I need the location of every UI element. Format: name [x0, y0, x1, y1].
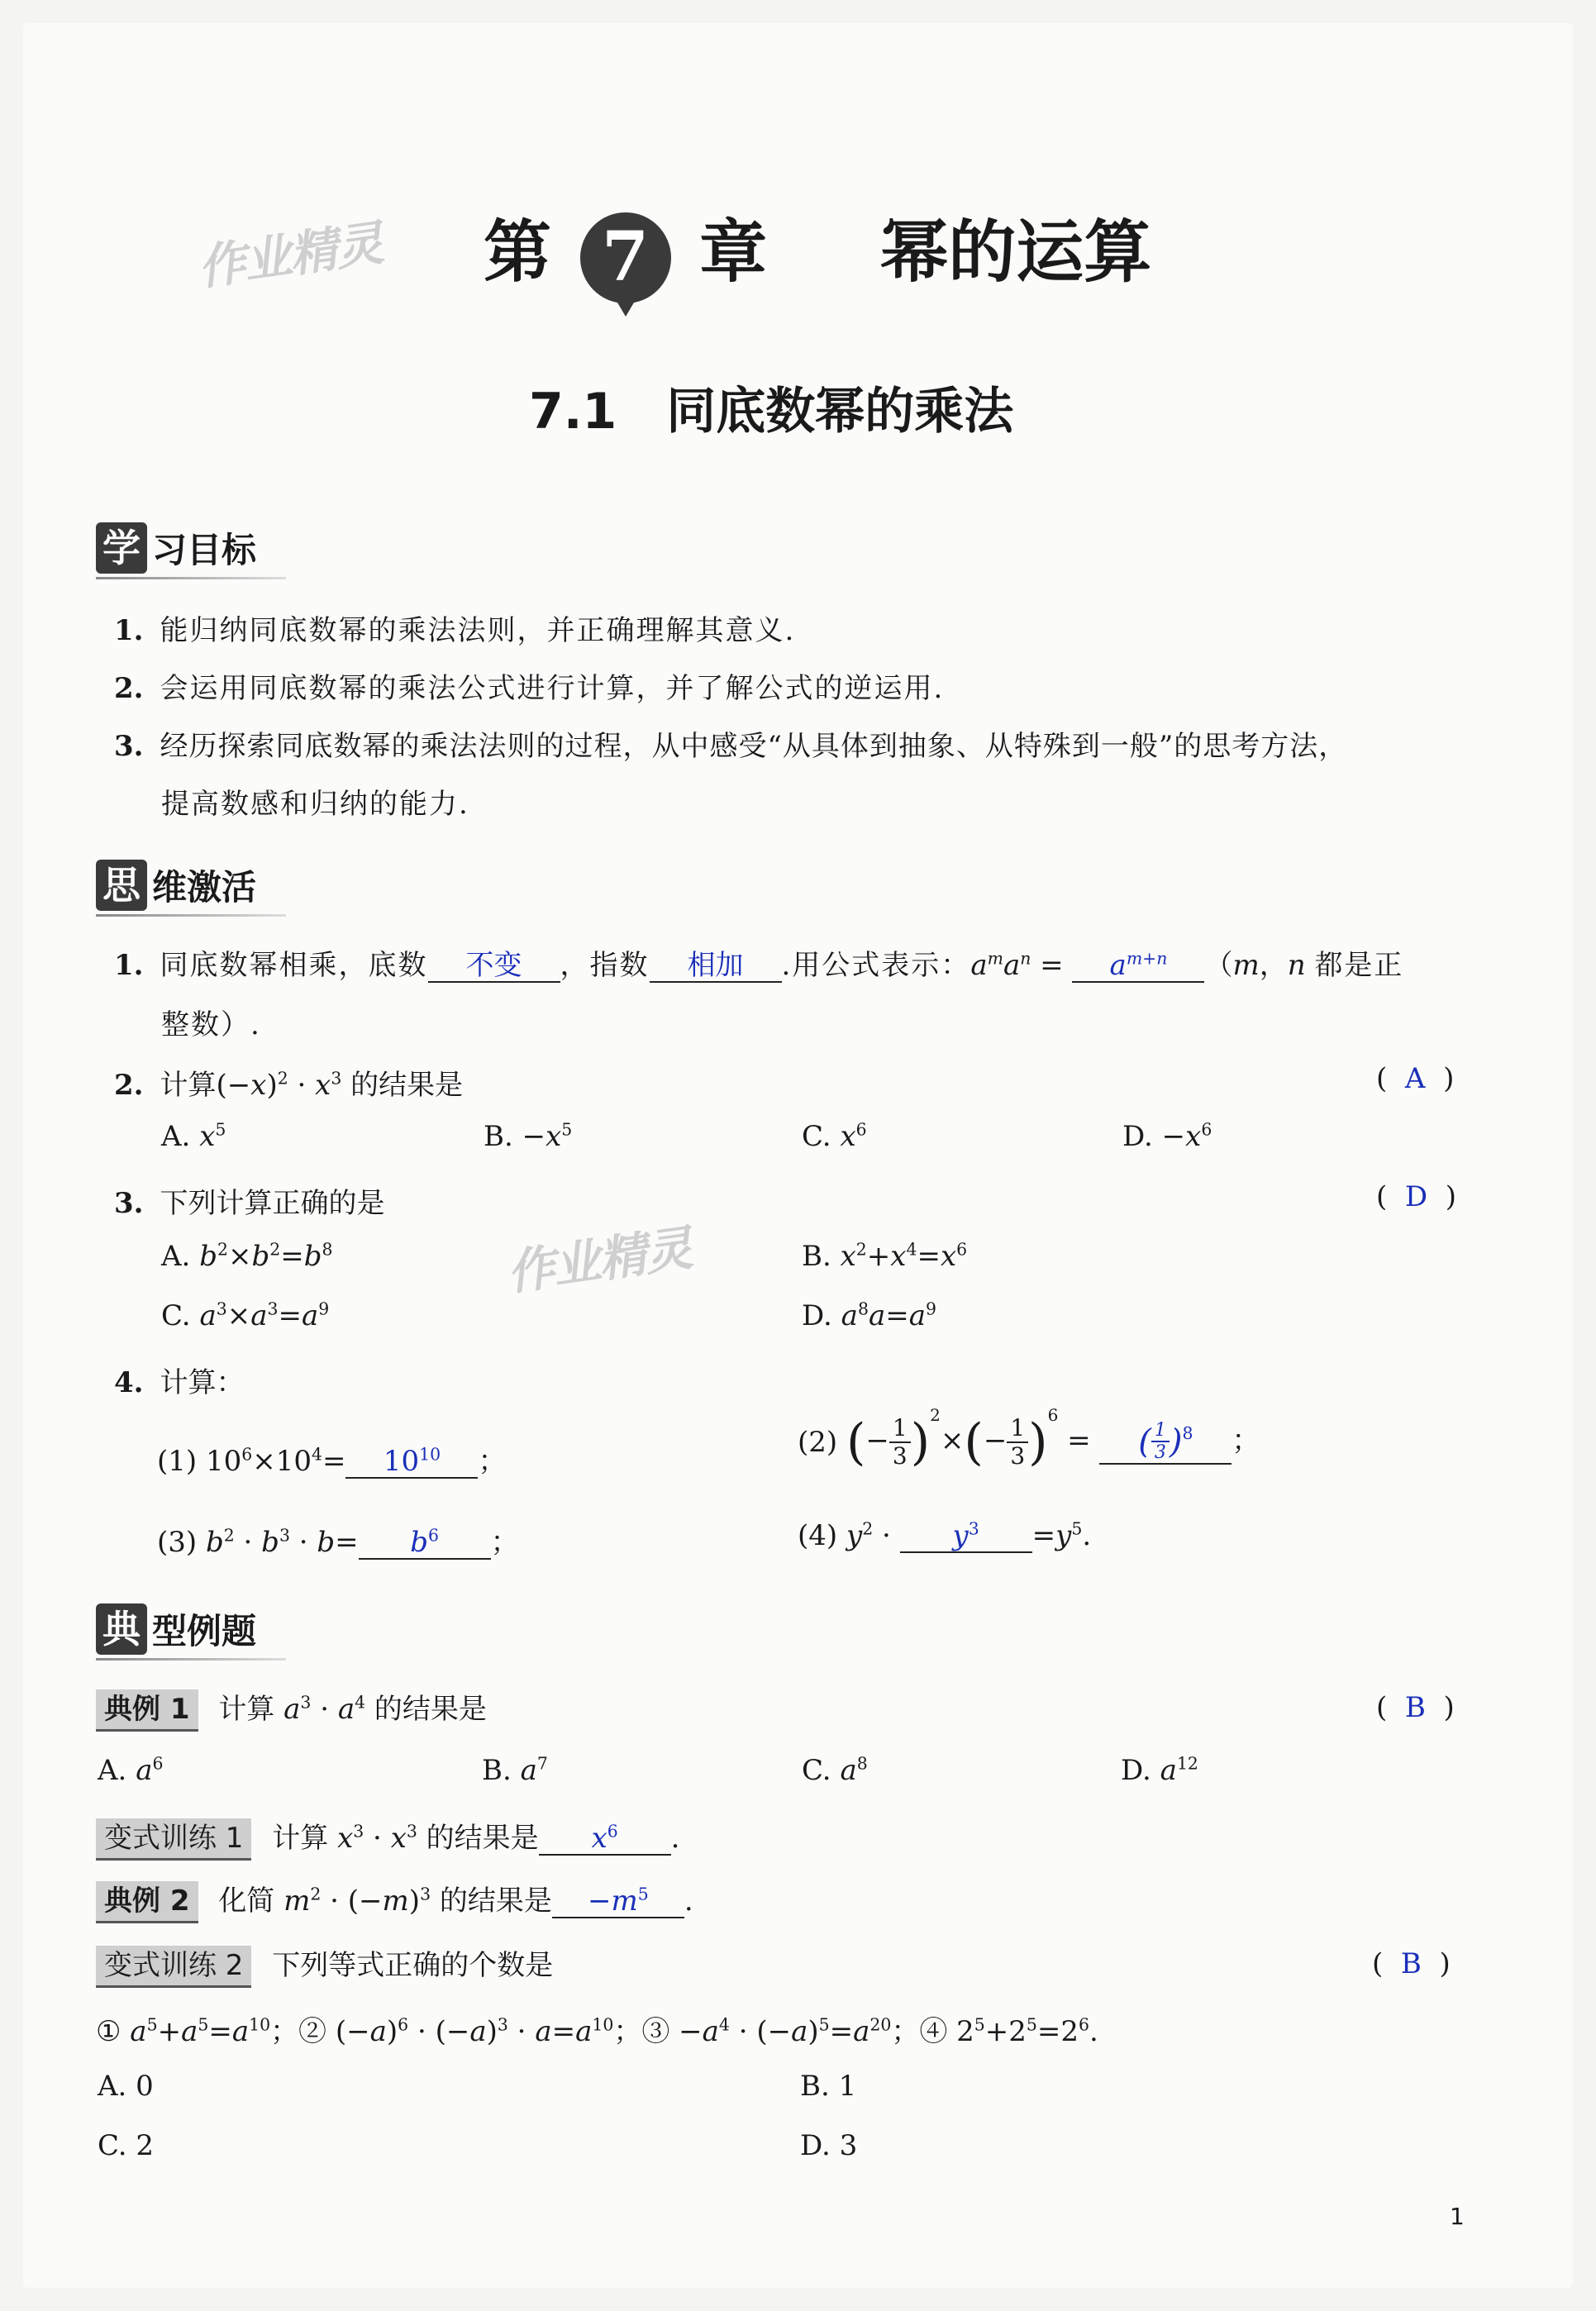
chapter-prefix: 第	[484, 212, 552, 292]
warmup-underline	[96, 914, 286, 917]
warmup-q3-answer: ( D )	[1376, 1180, 1457, 1213]
q3-option-c[interactable]: C. $a^3\times a^3=a^9$	[161, 1298, 330, 1332]
warmup-q3: 3. 下列计算正确的是	[114, 1187, 385, 1220]
goal-item-3: 3. 经历探索同底数幂的乘法法则的过程，从中感受“从具体到抽象、从特殊到一般”的思考方法，	[114, 730, 1348, 763]
warmup-heading: 维激活	[152, 867, 257, 908]
q2-option-c[interactable]: C. $x^6$	[802, 1119, 867, 1153]
variation-1-label: 变式训练 1	[96, 1818, 251, 1861]
examples-heading: 型例题	[152, 1611, 257, 1651]
example-1: 典例 1 计算 $a^3 \cdot a^4$ 的结果是	[96, 1686, 487, 1732]
var2-option-a[interactable]: A. 0	[98, 2070, 154, 2103]
q4-part-2: (2) (− $\frac{1}{3}$ )$^2$×(− $\frac{1}{3}$ )$^6$ = ( $\frac{1}{3}$ )$^8$ ；	[798, 1405, 1260, 1472]
answer-blank-3[interactable]: $a^{m+n}$	[1072, 951, 1204, 983]
watermark-top: 作业精灵	[194, 214, 386, 297]
q2-option-a[interactable]: A. $x^5$	[161, 1119, 226, 1153]
q2-option-d[interactable]: D. $-x^6$	[1122, 1119, 1212, 1153]
variation-2-equations: ① $a^5+a^5=a^{10}$；② $(-a)^6 \cdot (-a)^3 \cdot a=a^{10}$；③ $-a^4 \cdot (-a)^5=a^{20}$；④ $2^5+2^5=2^6$.	[96, 2014, 1098, 2048]
q3-option-d[interactable]: D. $a^8a=a^9$	[802, 1298, 936, 1332]
var2-option-d[interactable]: D. 3	[800, 2129, 858, 2162]
examples-underline	[96, 1658, 286, 1661]
example-2: 典例 2 化简 $m^2 \cdot (-m)^3$ 的结果是 $-m^5$ .	[96, 1878, 693, 1923]
example-1-label: 典例 1	[96, 1689, 198, 1732]
q4-part-4: (4) $y^2 \cdot y^3 =y^5$.	[798, 1518, 1092, 1552]
variation-1-answer[interactable]: $x^6$	[539, 1823, 671, 1856]
goal-item-2: 2. 会运用同底数幂的乘法公式进行计算，并了解公式的逆运用.	[114, 672, 945, 705]
chapter-number-badge	[580, 212, 671, 303]
warmup-header	[96, 860, 256, 911]
warmup-q1-cont: 整数）.	[161, 1008, 261, 1041]
q2-option-b[interactable]: B. $-x^5$	[484, 1119, 573, 1153]
variation-2: 变式训练 2 下列等式正确的个数是	[96, 1942, 553, 1988]
q4-answer-2[interactable]: ( $\frac{1}{3}$ )$^8$	[1099, 1420, 1232, 1465]
q4-answer-4[interactable]: $y^3$	[900, 1521, 1032, 1553]
goal-item-3-cont: 提高数感和归纳的能力.	[161, 788, 469, 821]
q3-option-b[interactable]: B. $x^2+x^4=x^6$	[802, 1239, 968, 1273]
q3-option-a[interactable]: A. $b^2\times b^2=b^8$	[161, 1239, 333, 1273]
goals-heading: 习目标	[152, 530, 257, 570]
watermark-middle: 作业精灵	[503, 1219, 695, 1302]
var2-option-c[interactable]: C. 2	[98, 2129, 155, 2162]
ex1-option-c[interactable]: C. $a^8$	[802, 1753, 868, 1787]
warmup-q4: 4. 计算：	[114, 1366, 245, 1399]
variation-1: 变式训练 1 计算 $x^3 \cdot x^3$ 的结果是 $x^6$ .	[96, 1815, 679, 1861]
q4-answer-3[interactable]: $b^6$	[359, 1527, 491, 1560]
examples-icon: 典	[96, 1603, 147, 1655]
goals-underline	[96, 577, 286, 579]
ex1-option-a[interactable]: A. $a^6$	[98, 1753, 164, 1787]
chapter-suffix: 章	[699, 212, 768, 292]
answer-blank-2[interactable]: 相加	[650, 951, 782, 983]
badge-tail	[615, 298, 636, 317]
goal-item-1: 1. 能归纳同底数幂的乘法法则，并正确理解其意义.	[114, 614, 796, 647]
warmup-q1: 1. 同底数幂相乘，底数 不变 ，指数 相加 .用公式表示：$a^ma^n = a^{m+n}$ （m，n 都是正	[114, 948, 1404, 982]
warmup-q2: 2. 计算$(-x)^2 \cdot x^3$ 的结果是	[114, 1068, 464, 1102]
chapter-number: 7	[602, 217, 650, 297]
example-2-label: 典例 2	[96, 1881, 198, 1923]
var2-option-b[interactable]: B. 1	[800, 2070, 857, 2103]
ex1-option-b[interactable]: B. $a^7$	[482, 1753, 548, 1787]
q4-answer-1[interactable]: $10^{10}$	[345, 1446, 478, 1479]
examples-header	[96, 1603, 256, 1655]
example-2-answer[interactable]: $-m^5$	[552, 1886, 684, 1918]
chapter-heading	[484, 198, 1151, 303]
page-number: 1	[1450, 2203, 1465, 2230]
example-1-answer: ( B )	[1376, 1691, 1455, 1724]
answer-blank-1[interactable]: 不变	[428, 951, 560, 983]
ex1-option-d[interactable]: D. $a^{12}$	[1121, 1753, 1198, 1787]
variation-2-label: 变式训练 2	[96, 1946, 251, 1988]
goals-header	[96, 522, 256, 574]
chapter-title: 幂的运算	[880, 212, 1152, 292]
q4-part-1: (1) $10^6\times 10^4= 10^{10}$ ；	[157, 1444, 507, 1478]
section-title: 7.1 同底数幂的乘法	[529, 383, 1014, 441]
q4-part-3: (3) $b^2 \cdot b^3 \cdot b= b^6$ ；	[157, 1525, 519, 1559]
warmup-icon: 思	[96, 860, 147, 911]
goals-icon: 学	[96, 522, 147, 574]
warmup-q2-answer: ( A )	[1376, 1062, 1455, 1095]
variation-2-answer: ( B )	[1372, 1947, 1451, 1980]
